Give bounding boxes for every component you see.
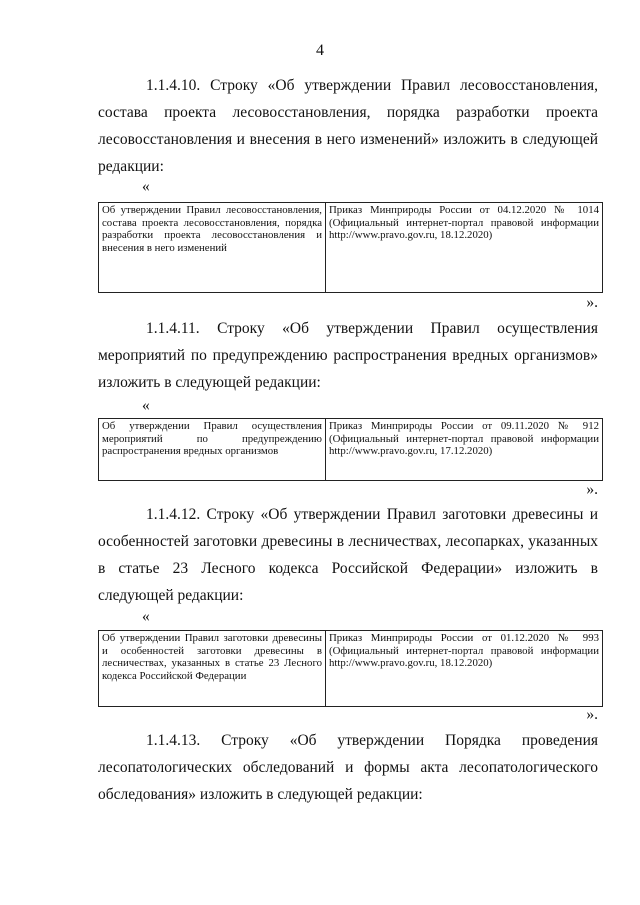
table-row (99, 203, 603, 293)
row-name-cell: Об утверждении Правил лесовосстановления, состава проекта лесовосстановления, порядка разработки проекта лесовосстановления и внесения в него изменений (99, 203, 326, 293)
row-document-cell: Приказ Минприроды России от 01.12.2020 № 993 (Официальный интернет-портал правовой информации http://www.pravo.gov.ru, 18.12.2020) (326, 631, 603, 707)
row-name-cell: Об утверждении Правил осуществления мероприятий по предупреждению распространения вредных организмов (99, 419, 326, 481)
opening-quote: « (142, 178, 150, 195)
paragraph-1-1-4-10: 1.1.4.10. Строку «Об утверждении Правил лесовосстановления, состава проекта лесовосстановления, порядка разработки проекта лесовосстановления и внесения в него изменений» изложить в следующей редакции: (98, 77, 598, 175)
paragraph-1-1-4-12: 1.1.4.12. Строку «Об утверждении Правил заготовки древесины и особенностей заготовки древесины в лесничествах, лесопарках, указанных в статье 23 Лесного кодекса Российской Федерации» изложить в следующей редакции: (98, 506, 598, 604)
opening-quote: « (142, 397, 150, 414)
replacement-row-table (98, 418, 603, 481)
row-name-cell: Об утверждении Правил заготовки древесины и особенностей заготовки древесины в лесничествах, указанных в статье 23 Лесного кодекса Российской Федерации (99, 631, 326, 707)
table-row (99, 419, 603, 481)
paragraph-1-1-4-11: 1.1.4.11. Строку «Об утверждении Правил осуществления мероприятий по предупреждению распространения вредных организмов» изложить в следующей редакции: (98, 320, 598, 391)
closing-quote: ». (586, 481, 598, 498)
paragraph-1-1-4-13: 1.1.4.13. Строку «Об утверждении Порядка проведения лесопатологических обследований и формы акта лесопатологического обследования» изложить в следующей редакции: (98, 732, 598, 803)
row-document-cell: Приказ Минприроды России от 09.11.2020 № 912 (Официальный интернет-портал правовой информации http://www.pravo.gov.ru, 17.12.2020) (326, 419, 603, 481)
row-document-cell: Приказ Минприроды России от 04.12.2020 № 1014 (Официальный интернет-портал правовой информации http://www.pravo.gov.ru, 18.12.2020) (326, 203, 603, 293)
closing-quote: ». (586, 706, 598, 723)
replacement-row-table (98, 630, 603, 707)
page-number: 4 (316, 42, 324, 59)
table-row (99, 631, 603, 707)
opening-quote: « (142, 608, 150, 625)
closing-quote: ». (586, 294, 598, 311)
replacement-row-table (98, 202, 603, 293)
